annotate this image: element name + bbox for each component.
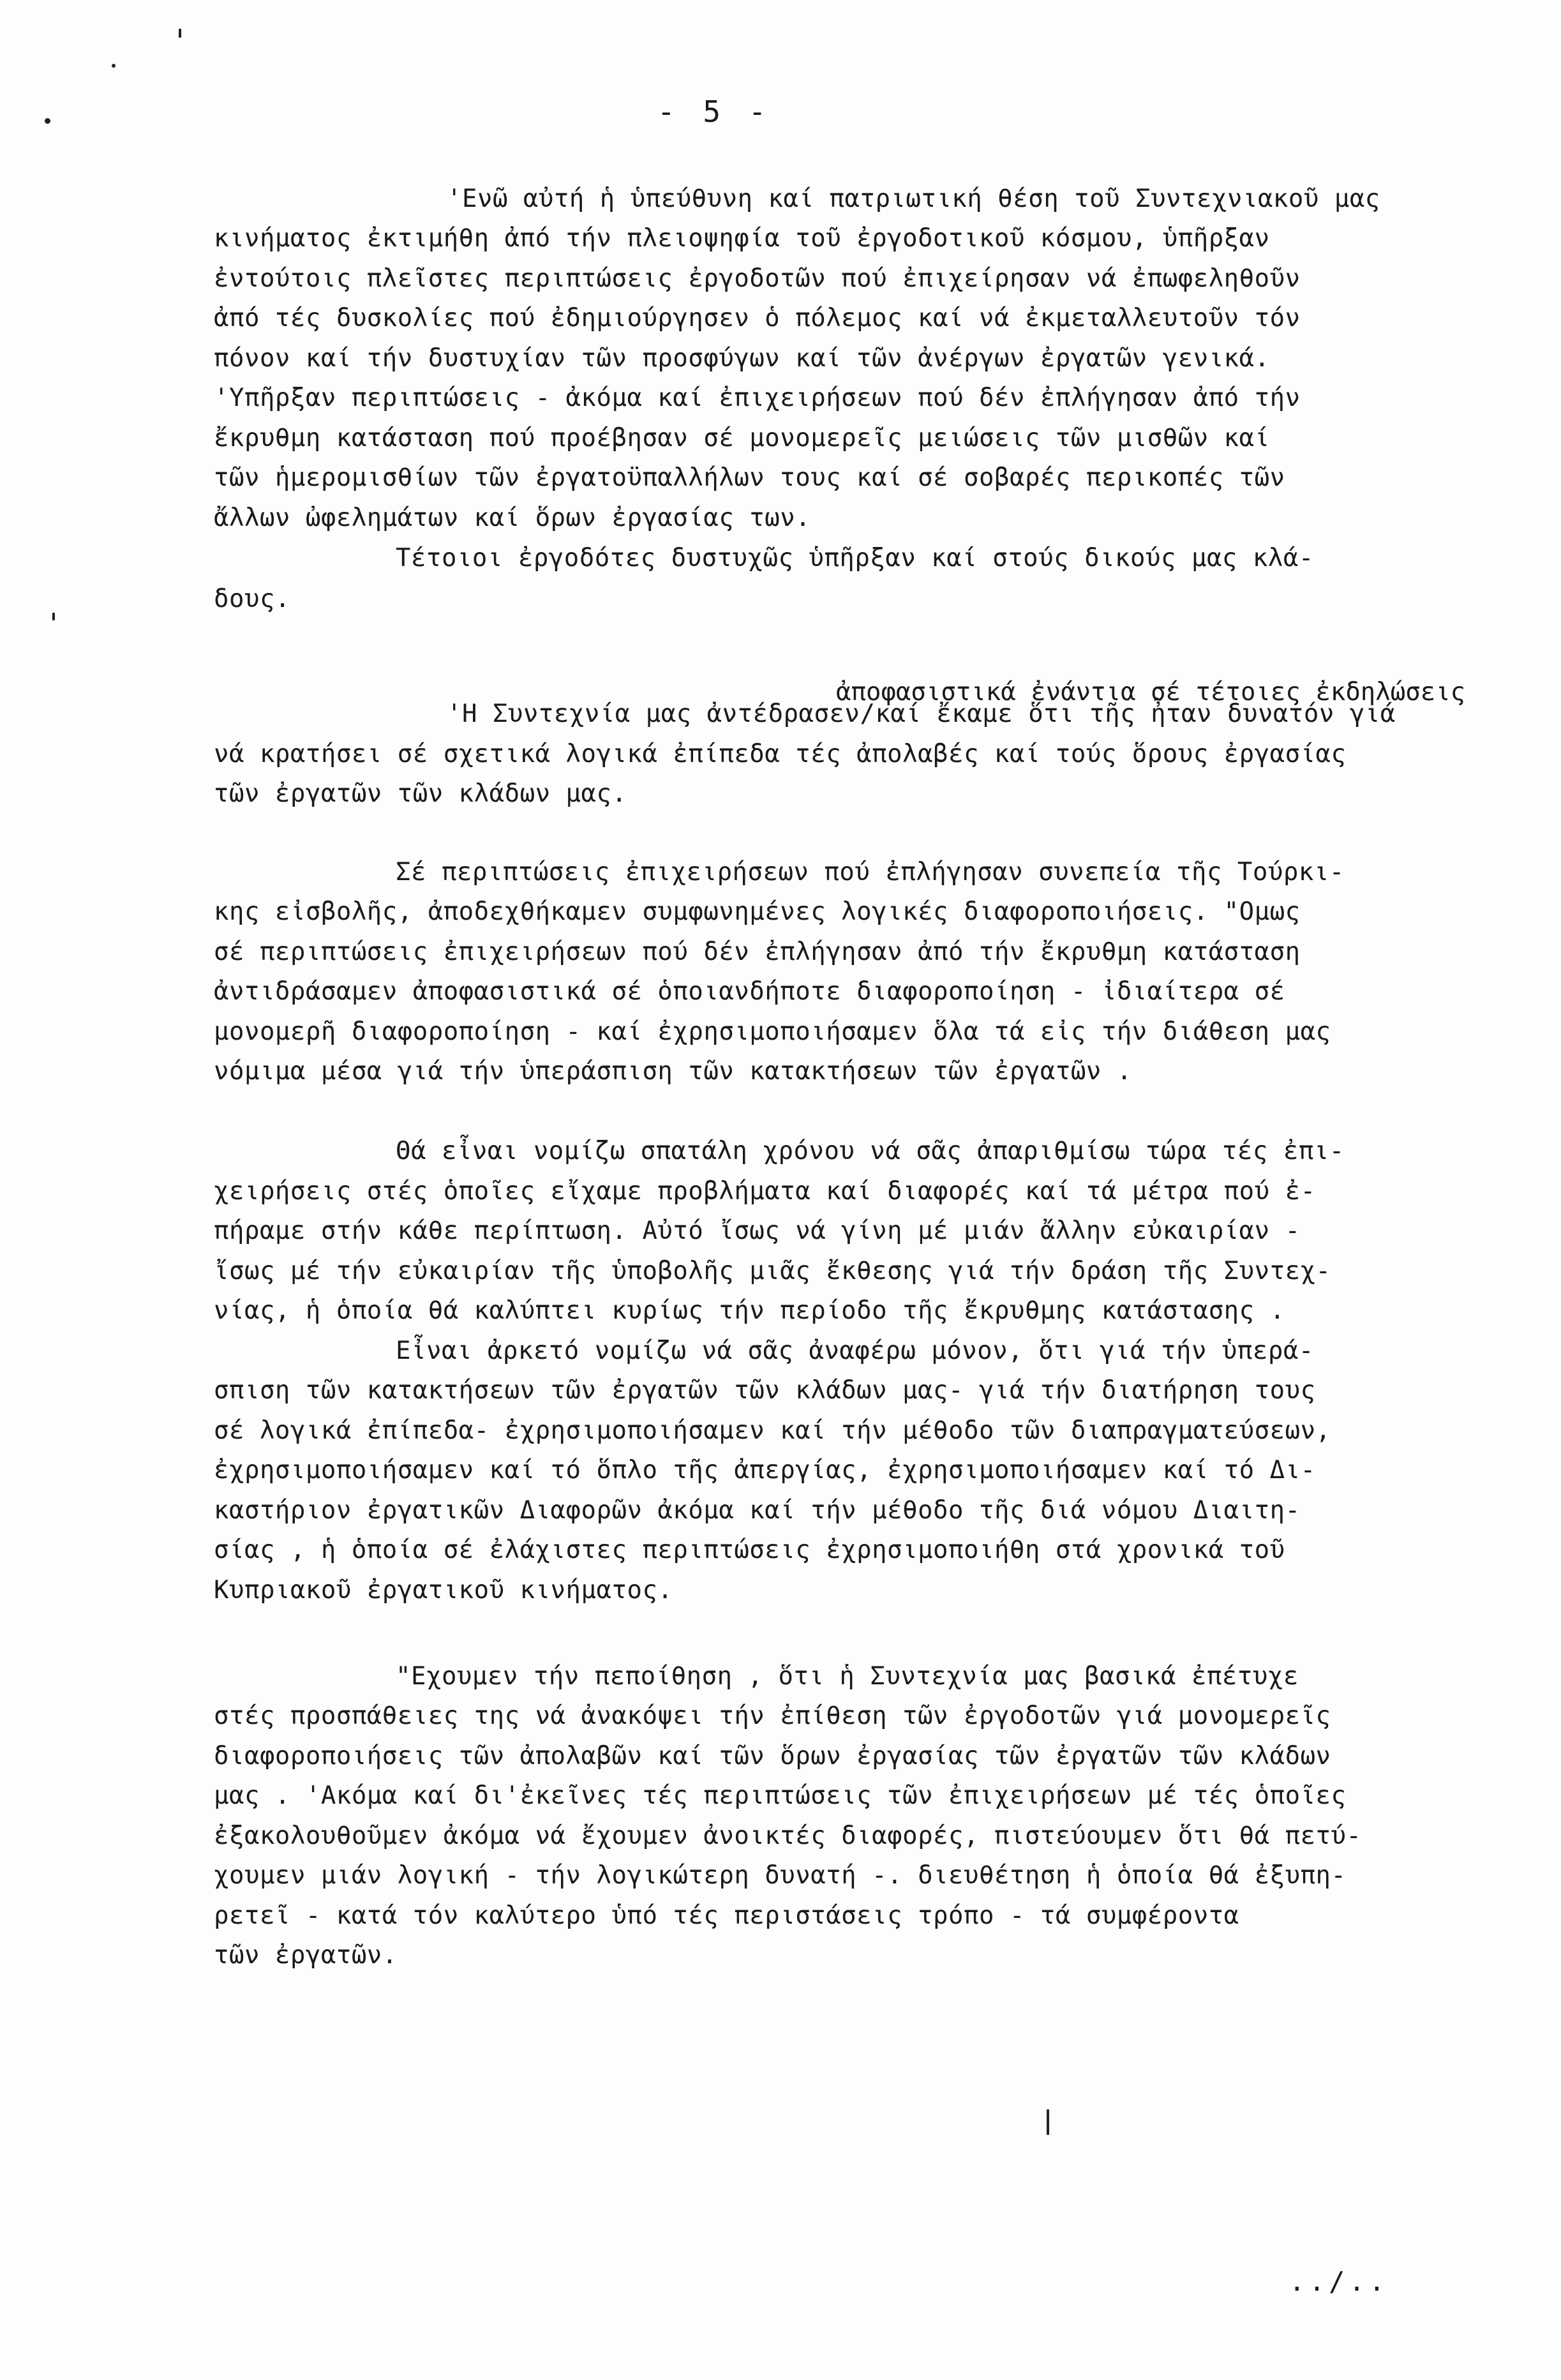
- text-line: Τέτοιοι ἐργοδότες δυστυχῶς ὑπῆρξαν καί στούς δικούς μας κλά-: [396, 544, 1314, 573]
- scan-speck: [52, 613, 55, 620]
- text-line: διαφοροποιήσεις τῶν ἀπολαβῶν καί τῶν ὅρων ἐργασίας τῶν ἐργατῶν τῶν κλάδων: [214, 1742, 1331, 1770]
- text-line: δους.: [214, 585, 290, 613]
- text-line: ἀπό τές δυσκολίες πού ἐδημιούργησεν ὁ πόλεμος καί νά ἐκμεταλλευτοῦν τόν: [214, 304, 1301, 333]
- text-line: ἔκρυθμη κατάσταση πού προέβησαν σέ μονομερεῖς μειώσεις τῶν μισθῶν καί: [214, 424, 1270, 453]
- text-line: Σέ περιπτώσεις ἐπιχειρήσεων πού ἐπλήγησαν συνεπεία τῆς Τούρκι-: [396, 858, 1345, 887]
- text-line: νά κρατήσει σέ σχετικά λογικά ἐπίπεδα τές ἀπολαβές καί τούς ὅρους ἐργασίας: [214, 740, 1347, 768]
- text-line: σέ περιπτώσεις ἐπιχειρήσεων πού δέν ἐπλήγησαν ἀπό τήν ἔκρυθμη κατάσταση: [214, 938, 1301, 966]
- text-line: τῶν ἐργατῶν τῶν κλάδων μας.: [214, 779, 627, 808]
- text-line: Εἶναι ἀρκετό νομίζω νά σᾶς ἀναφέρω μόνον, ὅτι γιά τήν ὑπερά-: [396, 1336, 1314, 1365]
- text-line: ἐντούτοις πλεῖστες περιπτώσεις ἐργοδοτῶν πού ἐπιχείρησαν νά ἐπωφεληθοῦν: [214, 264, 1301, 293]
- text-line: ἐχρησιμοποιήσαμεν καί τό ὅπλο τῆς ἀπεργίας, ἐχρησιμοποιήσαμεν καί τό Δι-: [214, 1456, 1316, 1485]
- text-line: χουμεν μιάν λογική - τήν λογικώτερη δυνατή -. διευθέτηση ἡ ὁποία θά ἐξυπη-: [214, 1861, 1347, 1890]
- text-line: χειρήσεις στές ὁποῖες εἴχαμε προβλήματα καί διαφορές καί τά μέτρα πού ἐ-: [214, 1177, 1316, 1206]
- scan-speck: [45, 118, 50, 124]
- text-line: νίας, ἡ ὁποία θά καλύπτει κυρίως τήν περίοδο τῆς ἔκρυθμης κατάστασης .: [214, 1296, 1285, 1325]
- text-line: πόνον καί τήν δυστυχίαν τῶν προσφύγων καί τῶν ἀνέργων ἐργατῶν γενικά.: [214, 344, 1270, 373]
- continuation-mark: ../..: [1288, 2266, 1389, 2297]
- text-line: 'Ενῶ αὐτή ἡ ὑπεύθυνη καί πατριωτική θέση τοῦ Συντεχνιακοῦ μας: [447, 184, 1380, 213]
- text-line: σπιση τῶν κατακτήσεων τῶν ἐργατῶν τῶν κλάδων μας- γιά τήν διατήρηση τους: [214, 1376, 1316, 1405]
- text-line: ἀντιδράσαμεν ἀποφασιστικά σέ ὁποιανδήποτε διαφοροποίηση - ἰδιαίτερα σέ: [214, 977, 1285, 1006]
- text-line: καστήριον ἐργατικῶν Διαφορῶν ἀκόμα καί τήν μέθοδο τῆς διά νόμου Διαιτη-: [214, 1496, 1301, 1525]
- page-number: - 5 -: [657, 94, 772, 129]
- text-line: ἐξακολουθοῦμεν ἀκόμα νά ἔχουμεν ἀνοικτές διαφορές, πιστεύουμεν ὅτι θά πετύ-: [214, 1822, 1362, 1850]
- text-line: μας . 'Ακόμα καί δι'ἐκεῖνες τές περιπτώσεις τῶν ἐπιχειρήσεων μέ τές ὁποῖες: [214, 1781, 1347, 1810]
- text-line: ρετεῖ - κατά τόν καλύτερο ὑπό τές περιστάσεις τρόπο - τά συμφέροντα: [214, 1901, 1239, 1930]
- text-line: τῶν ἐργατῶν.: [214, 1941, 398, 1970]
- handwritten-insertion: ἀποφασιστικά ἐνάντια σέ τέτοιες ἐκδηλώσεις: [836, 678, 1466, 707]
- text-line: νόμιμα μέσα γιά τήν ὑπεράσπιση τῶν κατακτήσεων τῶν ἐργατῶν .: [214, 1057, 1132, 1086]
- scan-speck: [179, 29, 181, 38]
- text-line: κινήματος ἐκτιμήθη ἀπό τήν πλειοψηφία τοῦ ἐργοδοτικοῦ κόσμου, ὑπῆρξαν: [214, 224, 1270, 253]
- text-line: ἄλλων ὠφελημάτων καί ὅρων ἐργασίας των.: [214, 504, 811, 532]
- text-line: Θά εἶναι νομίζω σπατάλη χρόνου νά σᾶς ἀπαριθμίσω τώρα τές ἐπι-: [396, 1137, 1345, 1165]
- scan-speck: [1047, 2109, 1049, 2135]
- text-line: σέ λογικά ἐπίπεδα- ἐχρησιμοποιήσαμεν καί τήν μέθοδο τῶν διαπραγματεύσεων,: [214, 1416, 1331, 1445]
- text-line: Κυπριακοῦ ἐργατικοῦ κινήματος.: [214, 1576, 673, 1605]
- scan-speck: [112, 64, 116, 68]
- text-line: 'Η Συντεχνία μας ἀντέδρασεν/καί ἔκαμε ὅτι τῆς ἦταν δυνατόν γιά: [447, 700, 1396, 728]
- text-line: ἴσως μέ τήν εὐκαιρίαν τῆς ὑποβολῆς μιᾶς ἔκθεσης γιά τήν δράση τῆς Συντεχ-: [214, 1257, 1331, 1285]
- text-line: κης εἰσβολῆς, ἀποδεχθήκαμεν συμφωνημένες λογικές διαφοροποιήσεις. "Ομως: [214, 897, 1301, 926]
- text-line: τῶν ἡμερομισθίων τῶν ἐργατοϋπαλλήλων τους καί σέ σοβαρές περικοπές τῶν: [214, 463, 1285, 492]
- text-line: στές προσπάθειες της νά ἀνακόψει τήν ἐπίθεση τῶν ἐργοδοτῶν γιά μονομερεῖς: [214, 1702, 1331, 1730]
- text-line: 'Υπῆρξαν περιπτώσεις - ἀκόμα καί ἐπιχειρήσεων πού δέν ἐπλήγησαν ἀπό τήν: [214, 384, 1301, 412]
- text-line: σίας , ἡ ὁποία σέ ἐλάχιστες περιπτώσεις ἐχρησιμοποιήθη στά χρονικά τοῦ: [214, 1536, 1285, 1564]
- text-line: μονομερῆ διαφοροποίηση - καί ἐχρησιμοποιήσαμεν ὅλα τά εἰς τήν διάθεση μας: [214, 1017, 1331, 1046]
- text-line: "Εχουμεν τήν πεποίθηση , ὅτι ἡ Συντεχνία μας βασικά ἐπέτυχε: [396, 1662, 1299, 1691]
- text-line: πήραμε στήν κάθε περίπτωση. Αὐτό ἴσως νά γίνη μέ μιάν ἄλλην εὐκαιρίαν -: [214, 1216, 1301, 1245]
